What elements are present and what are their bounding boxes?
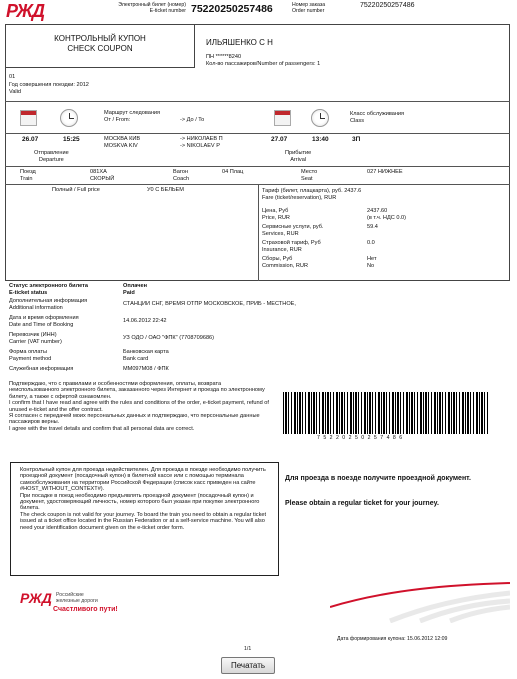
departure-time: 15:25 — [63, 136, 80, 143]
order-number-label: Номер заказа Order number — [292, 2, 326, 14]
fare-label: Тариф (билет, плацкарта), руб. 2437.6 Fare (ticket/reservation), RUR — [262, 188, 362, 201]
clock-icon — [60, 109, 78, 127]
page-number: 1/1 — [244, 646, 252, 652]
notice-right-ru: Для проезда в поезде получите проездной документ. — [285, 475, 471, 482]
passengers-count: Кол-во пассажиров/Number of passengers: 1 — [206, 61, 321, 67]
service-info-value: ММ097М08 / ФПК — [123, 366, 169, 372]
ticket-number: 75220250257486 — [191, 3, 273, 15]
ticket-number-label: Электронный билет (номер) E-ticket number — [118, 2, 186, 14]
bedding-info: У0 С БЕЛЬЕМ — [147, 187, 184, 193]
additional-info-value: СТАНЦИИ СНГ, ВРЕМЯ ОТПР МОСКОВСКОЕ, ПРИБ - МЕСТНОЕ, — [123, 301, 296, 307]
slogan: Счастливого пути! — [53, 606, 118, 613]
passport-number: ПН ******8240 — [206, 54, 242, 60]
clock-icon — [311, 109, 329, 127]
class-value: 3П — [352, 136, 361, 143]
barcode-number: 7 5 2 2 0 2 5 0 2 5 7 4 8 6 — [317, 435, 404, 441]
divider — [258, 184, 259, 281]
additional-info-label: Дополнительная информация Additional information — [9, 298, 88, 311]
full-price-label: Полный / Full price — [52, 187, 100, 193]
status-label: Статус электронного билета E-ticket status — [9, 283, 88, 296]
company-name: Российские железные дороги — [56, 592, 98, 604]
route-to-label: -> До / To — [180, 117, 205, 123]
rzd-logo: РЖД — [6, 1, 45, 21]
divider — [5, 166, 510, 167]
coach-value: 04 Плац — [222, 169, 244, 175]
commission-value: Нет No — [367, 256, 377, 269]
insurance-value: 0.0 — [367, 240, 375, 246]
notice-right-en: Please obtain a regular ticket for your journey. — [285, 500, 439, 507]
calendar-icon — [20, 110, 37, 126]
to-station: -> НИКОЛАЕВ П -> NIKOLAEV P — [180, 136, 223, 149]
services-value: 59.4 — [367, 224, 378, 230]
valid-label: Valid — [9, 89, 22, 95]
notice-text: Контрольный купон для проезда недействителен. Для проезда в поезде необходимо получить проездной документ (посадочный купон) в билетной кассе или с помощью терминала самообслуживания на территории Российской Федерации (список касс приведен на сайте #HOST_WITHOUT_CONTEXT#). При посадке в поезд необходимо предъявлять проездной документ (посадочный купон) и документ, удостоверяющий личность, номер которого был указан при покупке электронного билета. The check coupon is not valid for your journey. To board the train you need to obtain a regular ticket issued at a ticket office located in the Russian Federation or at a self-service machine. You will also need your identification document given on the e-ticket order form. — [20, 467, 267, 531]
payment-label: Форма оплаты Payment method — [9, 349, 52, 362]
coupon-title: КОНТРОЛЬНЫЙ КУПОН CHECK COUPON — [54, 34, 146, 53]
agreement-text: Подтверждаю, что с правилами и особенностями оформления, оплаты, возврата неиспользованного электронного билета, заказанного через Интернет и проезда по электронному билету, а также с офертой ознакомлен. I confirm that I have read and agree with the rules and conditions of the order, e-ticket payment, refund of unused e-ticket and the offer contract. Я согласен с передачей моих персональных данных и подтверждаю, что персональные данные пассажиров верны. I agree with the travel details and confirm that all personal data are correct. — [9, 381, 269, 432]
arrival-date: 27.07 — [271, 136, 288, 143]
booking-value: 14.06.2012 22:42 — [123, 318, 167, 324]
trip-year: Год совершения поездки: 2012 — [9, 82, 89, 88]
footer-swoosh — [330, 577, 510, 623]
service-info-label: Служебная информация — [9, 366, 74, 372]
generated-date: Дата формирования купона: 15.06.2012 12:09 — [337, 636, 448, 642]
rzd-logo: РЖД — [20, 590, 52, 606]
train-label: Поезд Train — [20, 169, 36, 182]
arrival-time: 13:40 — [312, 136, 329, 143]
coupon-code: 01 — [9, 74, 16, 80]
departure-date: 26.07 — [22, 136, 39, 143]
insurance-label: Страховой тариф, Руб Insurance, RUR — [262, 240, 321, 253]
price-label: Цена, Руб Price, RUR — [262, 208, 290, 221]
barcode — [283, 392, 490, 434]
divider — [5, 101, 510, 102]
carrier-value: УЗ ОДО / ОАО "ФПК" (7708709686) — [123, 335, 215, 341]
status-value: Оплачен Paid — [123, 283, 147, 296]
seat-value: 027 НИЖНЕЕ — [367, 169, 403, 175]
commission-label: Сборы, Руб Commission, RUR — [262, 256, 308, 269]
class-label: Класс обслуживания Class — [350, 111, 405, 124]
order-number: 75220250257486 — [360, 2, 415, 9]
payment-value: Банковская карта Bank card — [123, 349, 169, 362]
print-button[interactable]: Печатать — [221, 657, 275, 674]
booking-label: Дата и время оформления Date and Time of Booking — [9, 315, 79, 328]
coach-label: Вагон Coach — [173, 169, 190, 182]
departure-label: Отправление Departure — [34, 150, 69, 163]
services-label: Сервисные услуги, руб. Services, RUR — [262, 224, 324, 237]
divider — [5, 133, 510, 134]
arrival-label: Прибытие Arrival — [285, 150, 312, 163]
calendar-icon — [274, 110, 291, 126]
train-number: 081ХА СКОРЫЙ — [90, 169, 115, 182]
passenger-name: ИЛЬЯШЕНКО С Н — [206, 38, 273, 47]
from-station: МОСКВА КИВ MOSKVA KIV — [104, 136, 141, 149]
route-label: Маршрут следования От / From: — [104, 110, 161, 123]
carrier-label: Перевозчик (ИНН) Carrier (VAT number) — [9, 332, 62, 345]
price-value: 2437.60 (в т.ч. НДС 0.0) — [367, 208, 406, 221]
seat-label: Место Seat — [301, 169, 318, 182]
